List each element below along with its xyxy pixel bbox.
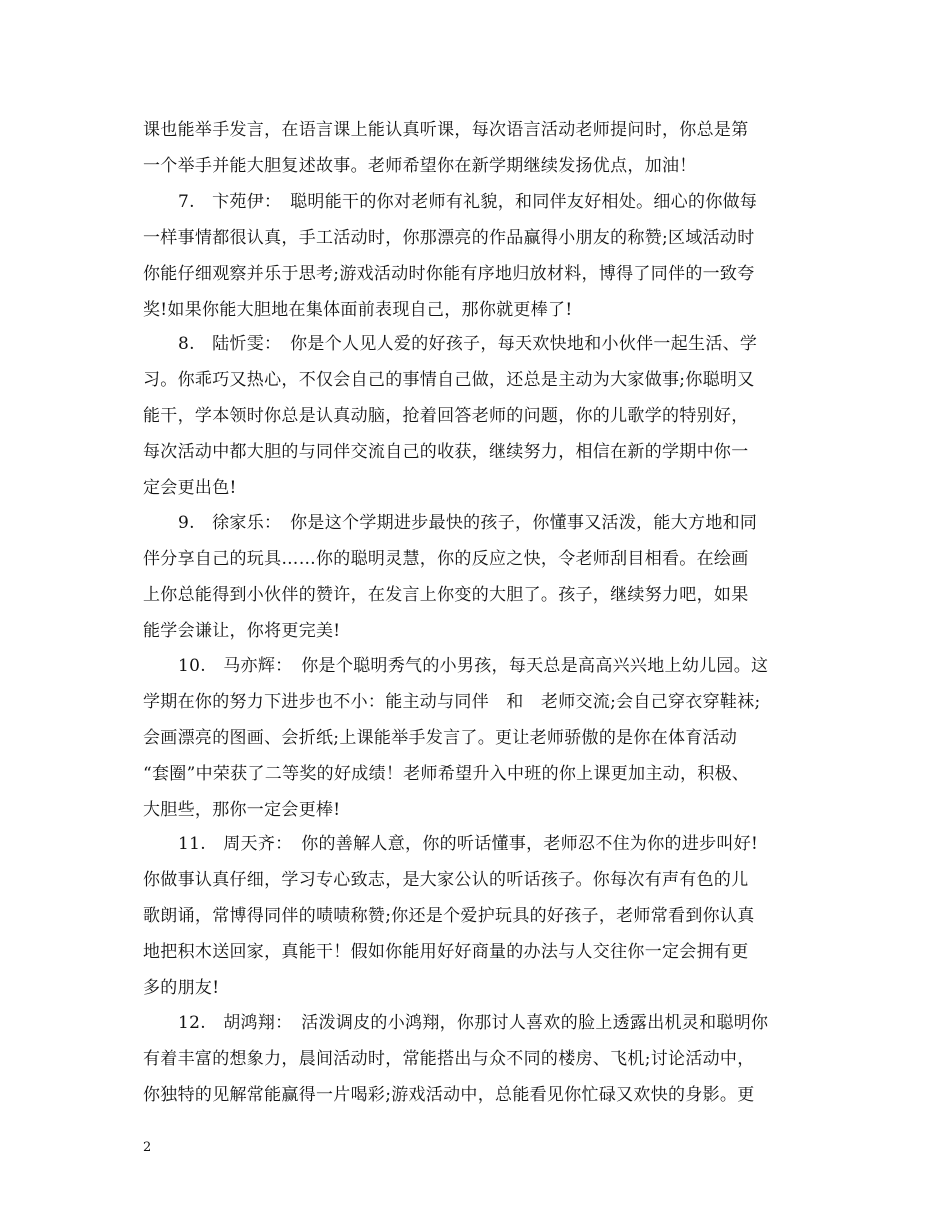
body-text-line: 习。你乖巧又热心，不仅会自己的事情自己做，还总是主动为大家做事;你聪明又 — [143, 370, 755, 390]
body-text-line: 上你总能得到小伙伴的赞许，在发言上你变的大胆了。孩子，继续努力吧，如果 — [143, 585, 749, 605]
body-text-line: 定会更出色! — [143, 478, 237, 498]
entry-7-heading-line: 7. 卞苑伊： 聪明能干的你对老师有礼貌，和同伴友好相处。细心的你做每 — [178, 192, 758, 212]
body-text-line: 会画漂亮的图画、会折纸;上课能举手发言了。更让老师骄傲的是你在体育活动 — [143, 728, 738, 748]
entry-11-heading-line: 11. 周天齐： 你的善解人意，你的听话懂事，老师忍不住为你的进步叫好! — [178, 834, 759, 854]
entry-8-heading-line: 8. 陆忻雯： 你是个人见人爱的好孩子，每天欢快地和小伙伴一起生活、学 — [178, 334, 758, 354]
body-text-line: 能学会谦让，你将更完美! — [143, 621, 341, 641]
body-text-line: 一样事情都很认真，手工活动时，你那漂亮的作品赢得小朋友的称赞;区域活动时 — [143, 228, 755, 248]
entry-9-heading-line: 9. 徐家乐： 你是这个学期进步最快的孩子，你懂事又活泼，能大方地和同 — [178, 513, 758, 533]
body-text-line: 多的朋友! — [143, 978, 220, 998]
body-text-line: 你独特的见解常能赢得一片喝彩;游戏活动中，总能看见你忙碌又欢快的身影。更 — [143, 1085, 755, 1105]
body-text-line: 奖!如果你能大胆地在集体面前表现自己，那你就更棒了! — [143, 300, 573, 320]
body-text-line: 有着丰富的想象力，晨间活动时，常能搭出与众不同的楼房、飞机;讨论活动中， — [143, 1049, 755, 1069]
body-text-line: 能干，学本领时你总是认真动脑，抢着回答老师的问题，你的儿歌学的特别好， — [143, 406, 749, 426]
body-text-line: 学期在你的努力下进步也不小：能主动与同伴 和 老师交流;会自己穿衣穿鞋袜; — [143, 692, 761, 712]
entry-10-heading-line: 10. 马亦辉： 你是个聪明秀气的小男孩，每天总是高高兴兴地上幼儿园。这 — [178, 656, 769, 676]
body-text-line: 地把积木送回家，真能干！假如你能用好好商量的办法与人交往你一定会拥有更 — [143, 942, 749, 962]
body-text-line: 每次活动中都大胆的与同伴交流自己的收获，继续努力，相信在新的学期中你一 — [143, 442, 749, 462]
body-text-line: 课也能举手发言，在语言课上能认真听课，每次语言活动老师提问时，你总是第 — [143, 120, 749, 140]
body-text-line: “套圈”中荣获了二等奖的好成绩！老师希望升入中班的你上课更加主动，积极、 — [143, 764, 750, 784]
body-text-line: 歌朗诵，常博得同伴的啧啧称赞;你还是个爱护玩具的好孩子，老师常看到你认真 — [143, 906, 755, 926]
body-text-line: 大胆些，那你一定会更棒! — [143, 800, 341, 820]
body-text-line: 伴分享自己的玩具……你的聪明灵慧，你的反应之快，令老师刮目相看。在绘画 — [143, 549, 749, 569]
entry-12-heading-line: 12. 胡鸿翔： 活泼调皮的小鸿翔，你那讨人喜欢的脸上透露出机灵和聪明你 — [178, 1013, 769, 1033]
body-text-line: 一个举手并能大胆复述故事。老师希望你在新学期继续发扬优点，加油！ — [143, 156, 697, 176]
body-text-line: 你能仔细观察并乐于思考;游戏活动时你能有序地归放材料，博得了同伴的一致夸 — [143, 264, 755, 284]
page-number: 2 — [143, 1140, 152, 1155]
body-text-line: 你做事认真仔细，学习专心致志，是大家公认的听话孩子。你每次有声有色的儿 — [143, 870, 749, 890]
